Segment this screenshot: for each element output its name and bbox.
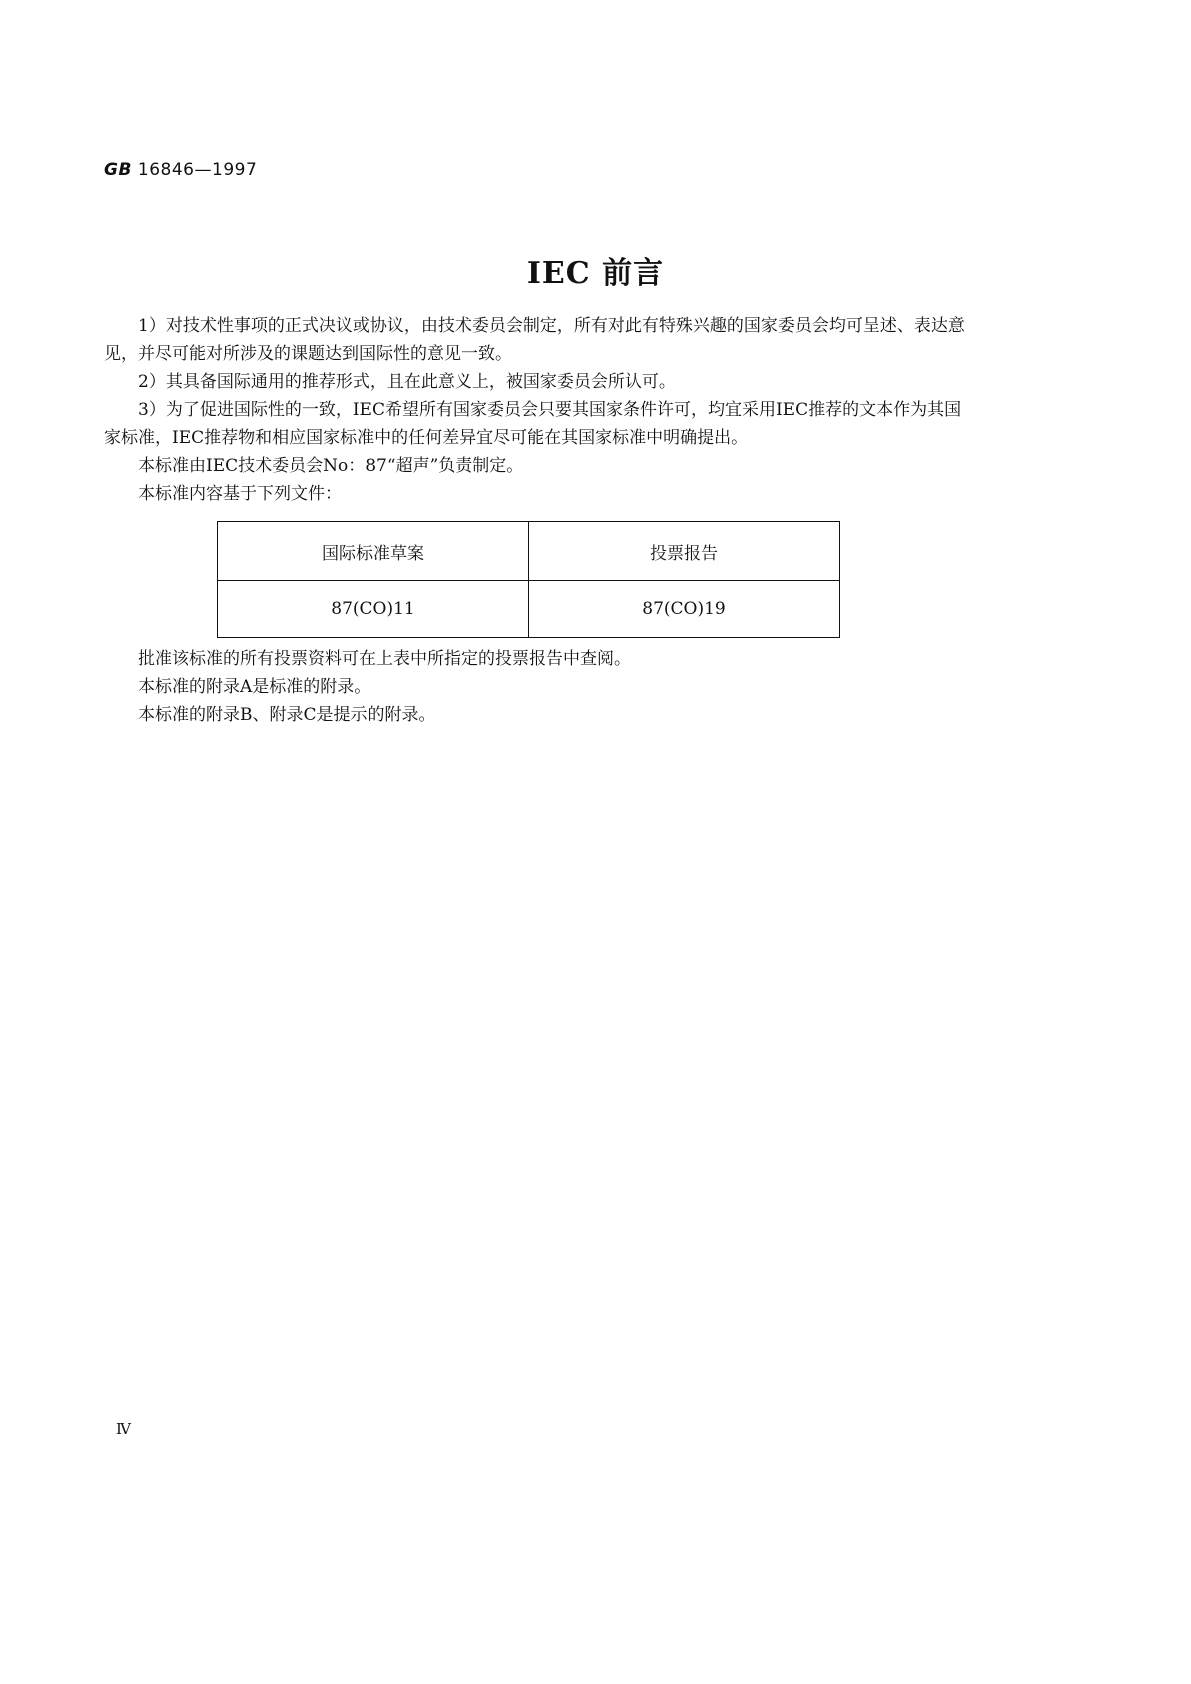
table-header-cell: 投票报告 (529, 522, 840, 581)
table-cell: 87(CO)19 (529, 581, 840, 638)
paragraph-3: 3）为了促进国际性的一致，IEC希望所有国家委员会只要其国家条件许可，均宜采用IEC推荐的文本作为其国家标准，IEC推荐物和相应国家标准中的任何差异宜尽可能在其国家标准中明确提出。 (104, 400, 962, 448)
paragraph-2: 2）其具备国际通用的推荐形式，且在此意义上，被国家委员会所认可。 (138, 372, 676, 392)
paragraph-5: 本标准内容基于下列文件： (138, 484, 342, 504)
page-number: Ⅳ (116, 1420, 131, 1438)
table-header-row (218, 522, 840, 581)
standard-number: 16846—1997 (137, 160, 258, 180)
paragraph-after-1: 批准该标准的所有投票资料可在上表中所指定的投票报告中查阅。 (138, 649, 631, 669)
paragraph-after-2: 本标准的附录A是标准的附录。 (138, 677, 372, 697)
body-text (104, 312, 974, 508)
document-code (104, 160, 257, 180)
paragraph-after-3: 本标准的附录B、附录C是提示的附录。 (138, 705, 436, 725)
standard-prefix: GB (104, 160, 132, 180)
table-row (218, 581, 840, 638)
table-cell: 87(CO)11 (218, 581, 529, 638)
paragraph-4: 本标准由IEC技术委员会No：87“超声”负责制定。 (138, 456, 524, 476)
paragraph-1: 1）对技术性事项的正式决议或协议，由技术委员会制定，所有对此有特殊兴趣的国家委员会均可呈述、表达意见，并尽可能对所涉及的课题达到国际性的意见一致。 (104, 316, 965, 364)
after-table-text (104, 645, 974, 729)
page-title: IEC 前言 (526, 256, 665, 291)
document-table (217, 521, 840, 638)
table-header-cell: 国际标准草案 (218, 522, 529, 581)
